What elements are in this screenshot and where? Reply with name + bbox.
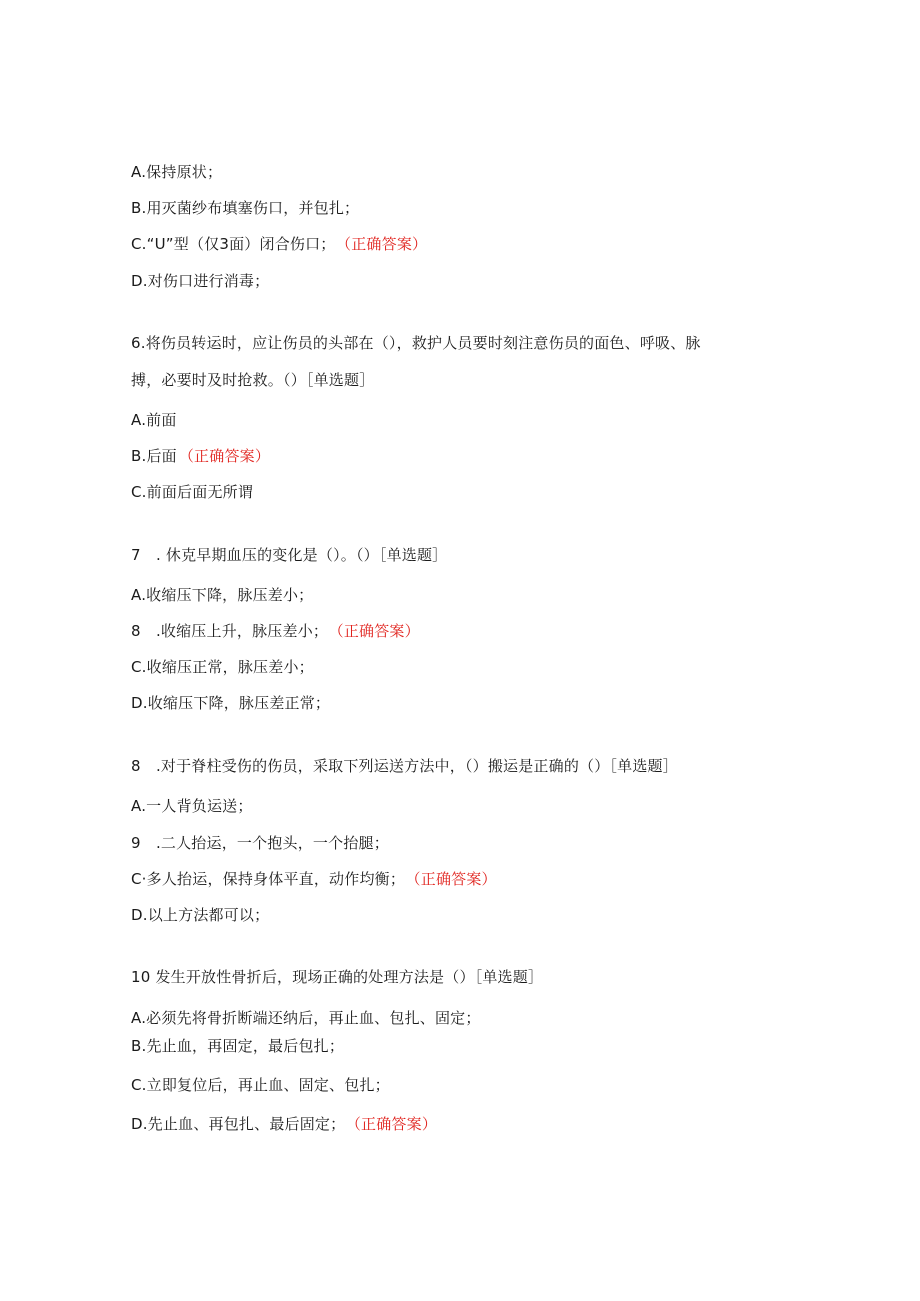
option-text: B.后面 <box>131 447 177 465</box>
q8-stem: 8 .对于脊柱受伤的伤员，采取下列运送方法中，（）搬运是正确的（）［单选题］ <box>131 757 678 775</box>
option-text: C.收缩压正常，脉压差小； <box>131 658 314 676</box>
q6-stem-line2: 搏，必要时及时抢救。（）［单选题］ <box>131 371 375 389</box>
q5-option-d <box>131 271 269 291</box>
option-text: D.以上方法都可以； <box>131 906 270 924</box>
option-text: 8 .收缩压上升，脉压差小； <box>131 622 329 640</box>
option-text: C·多人抬运，保持身体平直，动作均衡； <box>131 870 406 888</box>
correct-answer-mark: （正确答案） <box>336 622 420 640</box>
q7-option-c <box>131 657 314 677</box>
q6-stem-line1: 6.将伤员转运时，应让伤员的头部在（），救护人员要时刻注意伤员的面色、呼吸、脉 <box>131 334 701 352</box>
option-text: A.前面 <box>131 411 177 429</box>
option-text: C.立即复位后，再止血、固定、包扎； <box>131 1076 390 1094</box>
q7-option-d <box>131 693 330 713</box>
q8-option-d <box>131 905 269 925</box>
q6-option-a <box>131 410 177 430</box>
correct-answer-mark: （正确答案） <box>353 1115 438 1133</box>
option-text: A.必须先将骨折断端还纳后，再止血、包扎、固定； <box>131 1009 481 1027</box>
option-text: A.一人背负运送； <box>131 797 253 815</box>
q5-option-c <box>131 234 427 254</box>
option-text: B.先止血，再固定，最后包扎； <box>131 1037 345 1055</box>
q10-option-c <box>131 1075 390 1095</box>
q7-option-b <box>131 621 420 641</box>
option-text: 9 .二人抬运，一个抱头，一个抬腿； <box>131 834 389 852</box>
q10-option-d <box>131 1114 437 1134</box>
q7-stem: 7 . 休克早期血压的变化是（）。（）［单选题］ <box>131 546 448 564</box>
q7-option-a <box>131 585 313 605</box>
q10-stem: 10 发生开放性骨折后，现场正确的处理方法是（）［单选题］ <box>131 968 544 986</box>
option-text: D.对伤口进行消毒； <box>131 272 270 290</box>
option-text: D.收缩压下降，脉压差正常； <box>131 694 331 712</box>
option-text: C.前面后面无所谓 <box>131 483 254 501</box>
correct-answer-mark: （正确答案） <box>178 447 271 465</box>
correct-answer-mark: （正确答案） <box>343 235 428 253</box>
option-text: A.收缩压下降，脉压差小； <box>131 586 314 604</box>
q6-option-b <box>131 446 270 466</box>
q8-option-a <box>131 796 253 816</box>
q6-option-c <box>131 482 253 502</box>
correct-answer-mark: （正确答案） <box>413 870 497 888</box>
option-text: D.先止血、再包扎、最后固定； <box>131 1115 346 1133</box>
option-text: C.“U”型（仅3面）闭合伤口； <box>131 235 336 253</box>
q10-option-a <box>131 1008 481 1028</box>
q5-option-a <box>131 162 222 182</box>
q8-option-b <box>131 833 389 853</box>
q8-option-c <box>131 869 497 889</box>
option-text: B.用灭菌纱布填塞伤口，并包扎； <box>131 199 360 217</box>
option-text: A.保持原状； <box>131 163 223 181</box>
q10-option-b <box>131 1036 344 1056</box>
q5-option-b <box>131 198 359 218</box>
